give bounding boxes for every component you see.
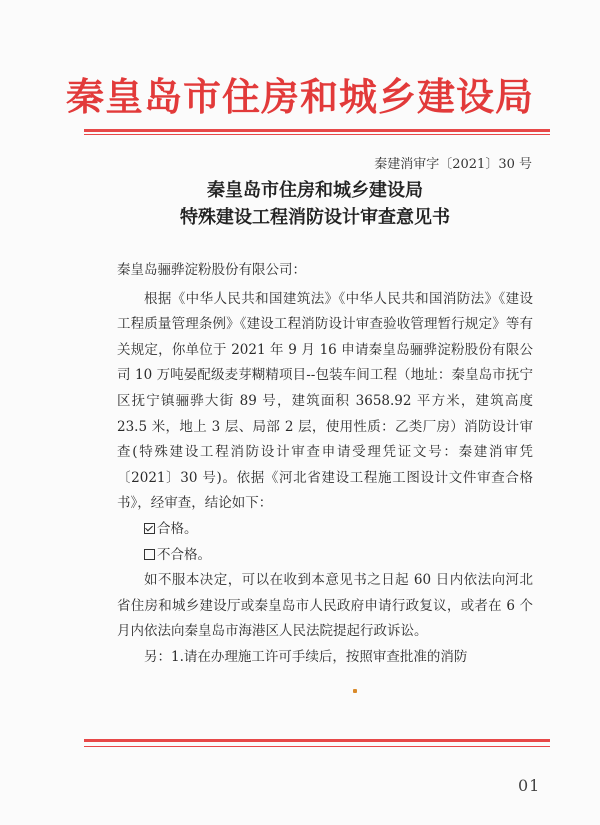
header-rule-thin xyxy=(84,134,550,135)
option-fail xyxy=(117,543,533,569)
document-body xyxy=(117,258,533,671)
salutation: 秦皇岛骊骅淀粉股份有限公司： xyxy=(117,262,306,278)
footer-rule-thin xyxy=(84,746,550,747)
document-title-line2: 特殊建设工程消防设计审查意见书 xyxy=(180,207,450,228)
footer-rule-thick xyxy=(84,739,550,742)
issuing-authority-header: 秦皇岛市住房和城乡建设局 xyxy=(65,75,534,119)
option-pass xyxy=(117,517,533,543)
paragraph-basis: 根据《中华人民共和国建筑法》《中华人民共和国消防法》《建设工程质量管理条例》《建设工程消防设计审查验收管理暂行规定》等有关规定，你单位于 2021 年 9 月 16 申请秦皇岛骊骅淀粉股份有限公司 10 万吨晏配级麦芽糊精项目--包装车间工程（地址：秦皇岛市抚宁区抚宁镇骊骅大街 89 号，建筑面积 3658.92 平方米，建筑高度 23.5 米，地上 3 层、局部 2 层，使用性质：乙类厂房）消防设计审查(特殊建设工程消防设计审查申请受理凭证文号：秦建消审凭〔2021〕30 号)。依据《河北省建设工程施工图设计文件审查合格书》，经审查，结论如下： xyxy=(117,290,533,512)
ink-speck xyxy=(353,689,357,693)
header-rule-thick xyxy=(84,129,550,132)
document-number: 秦建消审字〔2021〕30 号 xyxy=(374,157,532,172)
unchecked-box-icon xyxy=(144,549,155,560)
document-title-line1: 秦皇岛市住房和城乡建设局 xyxy=(207,180,423,201)
option-fail-label: 不合格。 xyxy=(157,546,211,563)
paragraph-additional: 另：1.请在办理施工许可手续后，按照审查批准的消防 xyxy=(144,648,468,665)
page-number: 01 xyxy=(518,776,541,795)
option-pass-label: 合格。 xyxy=(157,520,198,537)
paragraph-appeal: 如不服本决定，可以在收到本意见书之日起 60 日内依法向河北省住房和城乡建设厅或秦皇岛市人民政府申请行政复议，或者在 6 个月内依法向秦皇岛市海港区人民法院提起行政诉讼。 xyxy=(117,572,533,640)
checked-box-icon xyxy=(144,523,155,534)
